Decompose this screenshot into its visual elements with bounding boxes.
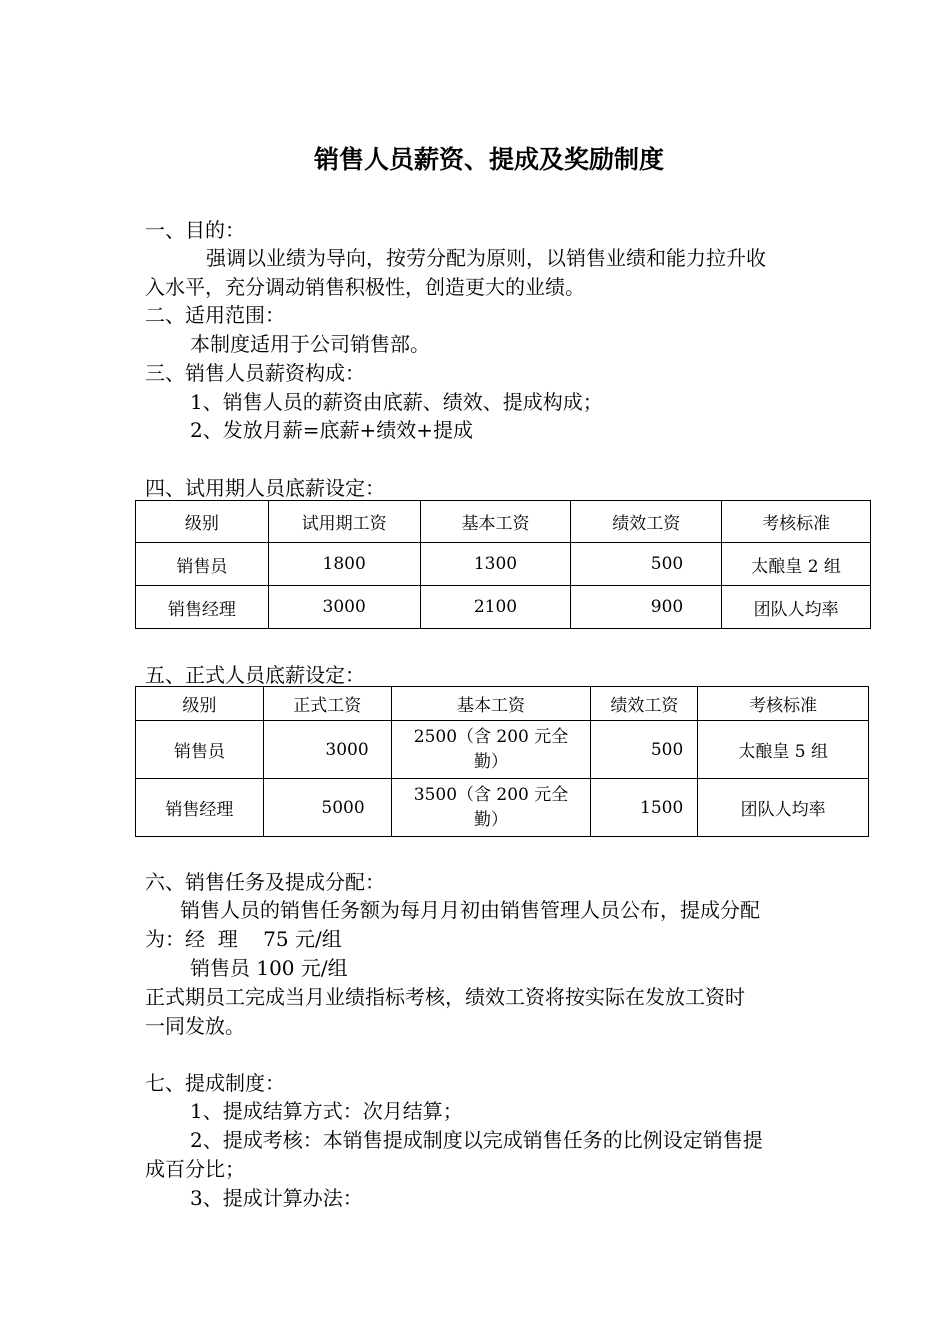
table-header-row (136, 501, 871, 543)
table-cell: 1500 (591, 779, 698, 837)
table-cell: 900 (571, 586, 722, 629)
column-header: 考核标准 (722, 501, 871, 543)
section-6-heading: 六、销售任务及提成分配： (145, 870, 385, 894)
section-4-heading: 四、试用期人员底薪设定： (145, 476, 385, 500)
section-6-paragraph-line-2: 为：经 理 75 元/组 (145, 927, 342, 951)
table-cell: 5000 (263, 779, 391, 837)
section-2-paragraph: 本制度适用于公司销售部。 (190, 332, 430, 356)
column-header: 级别 (136, 687, 264, 721)
section-6-paragraph-line-4: 正式期员工完成当月业绩指标考核，绩效工资将按实际在发放工资时 (145, 985, 745, 1009)
section-3-item-1: 1、销售人员的薪资由底薪、绩效、提成构成； (190, 390, 603, 414)
table-cell: 2500（含 200 元全勤） (391, 721, 591, 779)
section-7-item-2-line-2: 成百分比； (145, 1157, 245, 1181)
section-6-paragraph-line-5: 一同发放。 (145, 1014, 245, 1038)
column-header: 绩效工资 (591, 687, 698, 721)
section-7-item-2-line-1: 2、提成考核：本销售提成制度以完成销售任务的比例设定销售提 (190, 1128, 763, 1152)
table-cell: 2100 (420, 586, 571, 629)
column-header: 级别 (136, 501, 269, 543)
column-header: 考核标准 (698, 687, 869, 721)
table-row (136, 543, 871, 586)
table-cell: 500 (591, 721, 698, 779)
table-header-row (136, 687, 869, 721)
regular-salary-table (135, 686, 869, 837)
column-header: 基本工资 (420, 501, 571, 543)
table-cell: 团队人均率 (698, 779, 869, 837)
column-header: 试用期工资 (268, 501, 420, 543)
table-cell: 500 (571, 543, 722, 586)
table-cell: 销售员 (136, 543, 269, 586)
section-1-paragraph-line-2: 入水平，充分调动销售积极性，创造更大的业绩。 (145, 275, 585, 299)
section-6-paragraph-line-1: 销售人员的销售任务额为每月月初由销售管理人员公布，提成分配 (180, 898, 760, 922)
section-1-paragraph-line-1: 强调以业绩为导向，按劳分配为原则，以销售业绩和能力拉升收 (206, 246, 766, 270)
table-cell: 1800 (268, 543, 420, 586)
table-cell: 团队人均率 (722, 586, 871, 629)
column-header: 基本工资 (391, 687, 591, 721)
column-header: 绩效工资 (571, 501, 722, 543)
table-cell: 1300 (420, 543, 571, 586)
column-header: 正式工资 (263, 687, 391, 721)
table-cell: 销售经理 (136, 779, 264, 837)
section-7-item-3: 3、提成计算办法： (190, 1186, 363, 1210)
table-cell: 销售经理 (136, 586, 269, 629)
section-6-paragraph-line-3: 销售员 100 元/组 (190, 956, 348, 980)
table-row (136, 779, 869, 837)
section-7-item-1: 1、提成结算方式：次月结算； (190, 1099, 463, 1123)
table-cell: 太酿皇 2 组 (722, 543, 871, 586)
table-cell: 3000 (263, 721, 391, 779)
table-cell: 销售员 (136, 721, 264, 779)
table-row (136, 586, 871, 629)
section-7-heading: 七、提成制度： (145, 1071, 285, 1095)
section-5-heading: 五、正式人员底薪设定： (145, 663, 365, 687)
section-3-heading: 三、销售人员薪资构成： (145, 361, 365, 385)
section-2-heading: 二、适用范围： (145, 303, 285, 327)
table-row (136, 721, 869, 779)
page-title: 销售人员薪资、提成及奖励制度 (313, 145, 664, 174)
table-cell: 太酿皇 5 组 (698, 721, 869, 779)
table-cell: 3500（含 200 元全勤） (391, 779, 591, 837)
probation-salary-table (135, 500, 871, 629)
table-cell: 3000 (268, 586, 420, 629)
section-3-item-2: 2、发放月薪=底薪+绩效+提成 (190, 418, 473, 442)
section-1-heading: 一、目的： (145, 218, 245, 242)
